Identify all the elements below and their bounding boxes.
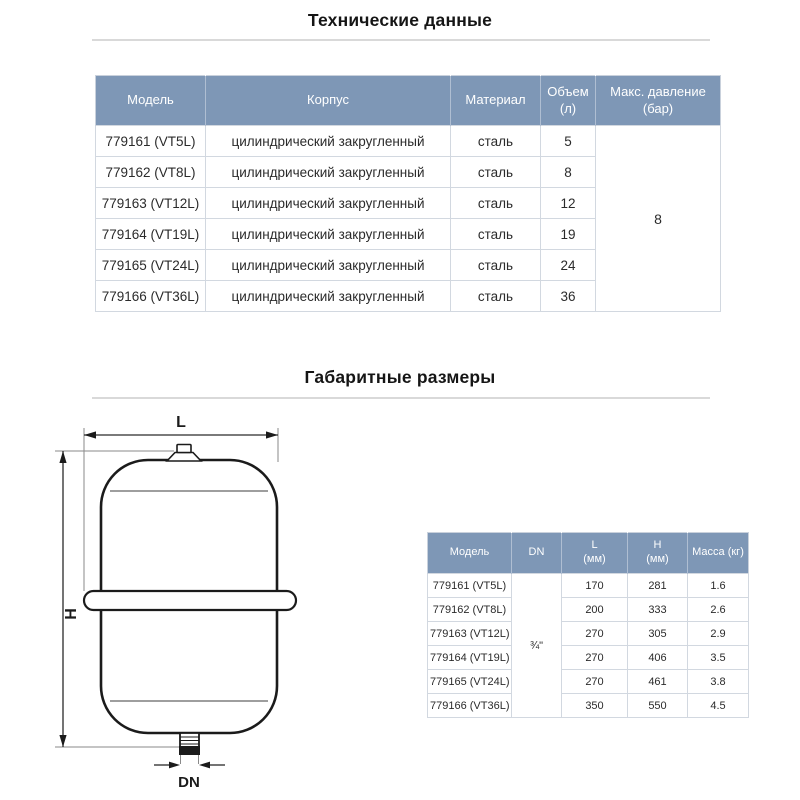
dims-table — [427, 532, 749, 718]
cell-volume: 19 — [541, 219, 596, 250]
dims-col-h-line2: (мм) — [646, 553, 669, 565]
cell-material: сталь — [451, 188, 541, 219]
tech-title-rule — [92, 39, 710, 41]
cell-l: 270 — [562, 670, 628, 694]
cell-model: 779165 (VT24L) — [428, 670, 512, 694]
dimension-l — [84, 414, 278, 439]
cell-l: 170 — [562, 574, 628, 598]
cell-mass: 3.8 — [688, 670, 749, 694]
cell-model: 779162 (VT8L) — [96, 157, 206, 188]
cell-mass: 2.9 — [688, 622, 749, 646]
cell-model: 779165 (VT24L) — [96, 250, 206, 281]
cell-body: цилиндрический закругленный — [206, 219, 451, 250]
tech-col-volume — [541, 76, 596, 126]
cell-h: 305 — [628, 622, 688, 646]
cell-volume: 8 — [541, 157, 596, 188]
tech-col-volume-line2: (л) — [559, 100, 577, 116]
tech-col-volume-line1: Объем — [547, 84, 589, 100]
cell-body: цилиндрический закругленный — [206, 126, 451, 157]
cell-h: 281 — [628, 574, 688, 598]
cell-volume: 36 — [541, 281, 596, 312]
cell-dn: ¾" — [512, 574, 562, 718]
dims-col-h — [628, 533, 688, 574]
tech-col-pressure — [596, 76, 721, 126]
cell-mass: 3.5 — [688, 646, 749, 670]
cell-model: 779166 (VT36L) — [96, 281, 206, 312]
tank-dimension-drawing — [30, 408, 310, 800]
cell-model: 779162 (VT8L) — [428, 598, 512, 622]
cell-body: цилиндрический закругленный — [206, 157, 451, 188]
cell-volume: 24 — [541, 250, 596, 281]
cell-model: 779164 (VT19L) — [428, 646, 512, 670]
dimension-label-dn: DN — [178, 774, 200, 791]
tech-col-pressure-line1: Макс. давление — [610, 84, 706, 100]
cell-model: 779166 (VT36L) — [428, 694, 512, 718]
dims-col-model: Модель — [428, 533, 512, 574]
cell-volume: 5 — [541, 126, 596, 157]
tech-col-model: Модель — [96, 76, 206, 126]
dims-col-l-line1: L — [591, 539, 598, 552]
cell-l: 350 — [562, 694, 628, 718]
tech-table-row — [96, 126, 721, 157]
tech-table-header — [96, 76, 721, 126]
dims-table-row — [428, 646, 749, 670]
dims-table-header — [428, 533, 749, 574]
cell-material: сталь — [451, 219, 541, 250]
dimension-label-l: L — [176, 414, 186, 431]
dims-col-l — [562, 533, 628, 574]
dimension-label-h: H — [63, 608, 80, 620]
dims-col-l-line2: (мм) — [583, 553, 606, 565]
cell-h: 461 — [628, 670, 688, 694]
threaded-connection — [179, 733, 200, 755]
dims-table-row — [428, 694, 749, 718]
dims-col-dn: DN — [512, 533, 562, 574]
dimension-dn — [154, 762, 225, 769]
tech-col-body: Корпус — [206, 76, 451, 126]
dims-section-title: Габаритные размеры — [304, 367, 496, 387]
cell-body: цилиндрический закругленный — [206, 250, 451, 281]
mounting-band — [84, 591, 296, 610]
dimension-h — [59, 451, 80, 747]
cell-material: сталь — [451, 126, 541, 157]
dims-table-row — [428, 598, 749, 622]
cell-material: сталь — [451, 281, 541, 312]
tech-col-material: Материал — [451, 76, 541, 126]
cell-model: 779161 (VT5L) — [96, 126, 206, 157]
cell-model: 779163 (VT12L) — [96, 188, 206, 219]
dims-table-row — [428, 670, 749, 694]
cell-l: 270 — [562, 622, 628, 646]
cell-body: цилиндрический закругленный — [206, 281, 451, 312]
cell-body: цилиндрический закругленный — [206, 188, 451, 219]
cell-l: 270 — [562, 646, 628, 670]
dims-col-mass: Масса (кг) — [688, 533, 749, 574]
cell-model: 779164 (VT19L) — [96, 219, 206, 250]
tech-section-title: Технические данные — [307, 10, 493, 30]
cell-material: сталь — [451, 157, 541, 188]
cell-mass: 4.5 — [688, 694, 749, 718]
cell-max-pressure: 8 — [596, 126, 721, 312]
cell-model: 779161 (VT5L) — [428, 574, 512, 598]
tech-table — [95, 75, 721, 312]
dims-title-rule — [92, 397, 710, 399]
air-valve — [167, 445, 201, 462]
cell-mass: 1.6 — [688, 574, 749, 598]
dims-table-row — [428, 622, 749, 646]
cell-h: 550 — [628, 694, 688, 718]
dims-table-row — [428, 574, 749, 598]
cell-volume: 12 — [541, 188, 596, 219]
cell-h: 406 — [628, 646, 688, 670]
cell-h: 333 — [628, 598, 688, 622]
dims-col-h-line1: H — [653, 539, 662, 552]
cell-l: 200 — [562, 598, 628, 622]
cell-mass: 2.6 — [688, 598, 749, 622]
tech-col-pressure-line2: (бар) — [642, 100, 674, 116]
cell-material: сталь — [451, 250, 541, 281]
cell-model: 779163 (VT12L) — [428, 622, 512, 646]
